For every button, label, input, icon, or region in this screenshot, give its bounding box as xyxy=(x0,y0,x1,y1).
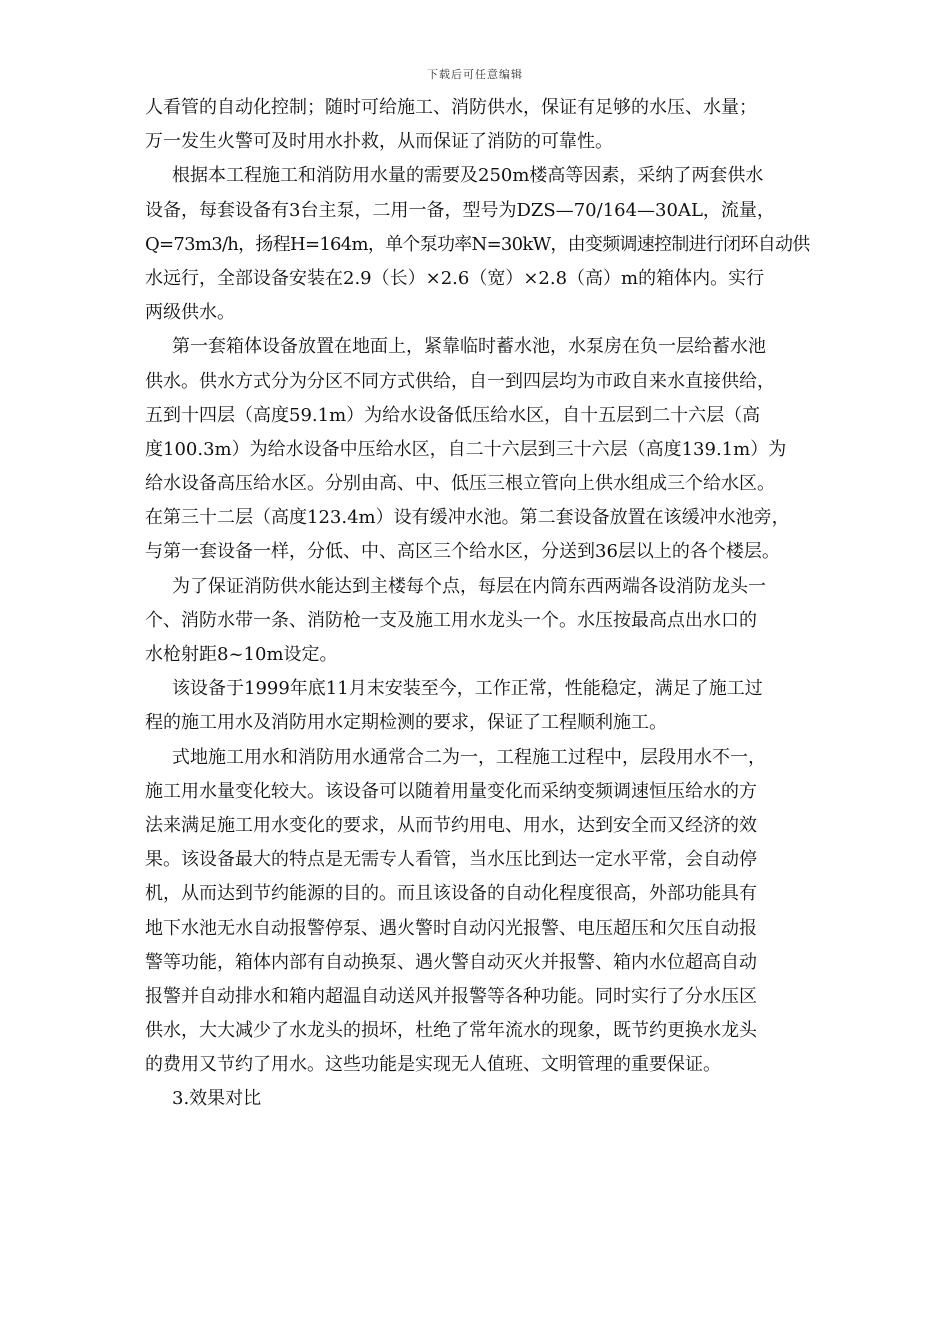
text-line: 3.效果对比 xyxy=(172,1088,262,1110)
text-line: 根据本工程施工和消防用水量的需要及250m楼高等因素，采纳了两套供水 xyxy=(172,165,764,187)
text-line: 的费用又节约了用水。这些功能是实现无人值班、文明管理的重要保证。 xyxy=(145,1054,721,1076)
text-line: 水远行，全部设备安装在2.9（长）×2.6（宽）×2.8（高）m的箱体内。实行 xyxy=(145,267,765,289)
text-line: 果。该设备最大的特点是无需专人看管，当水压比到达一定水平常，会自动停 xyxy=(145,849,757,871)
document-body xyxy=(145,91,810,1117)
text-line: 万一发生火警可及时用水扑救，从而保证了消防的可靠性。 xyxy=(145,131,613,153)
text-line: 与第一套设备一样，分低、中、高区三个给水区，分送到36层以上的各个楼层。 xyxy=(145,541,780,563)
text-line: 个、消防水带一条、消防枪一支及施工用水龙头一个。水压按最高点出水口的 xyxy=(145,609,757,631)
text-line: 第一套箱体设备放置在地面上，紧靠临时蓄水池，水泵房在负一层给蓄水池 xyxy=(172,336,766,358)
text-line: 人看管的自动化控制；随时可给施工、消防供水，保证有足够的水压、水量； xyxy=(145,97,757,118)
text-line: 供水，大大减少了水龙头的损坏，杜绝了常年流水的现象，既节约更换水龙头 xyxy=(145,1020,757,1042)
text-line: Q=73m3/h，扬程H=164m，单个泵功率N=30kW，由变频调速控制进行闭环自动供 xyxy=(145,233,810,255)
text-line: 程的施工用水及消防用水定期检测的要求，保证了工程顺利施工。 xyxy=(145,712,667,734)
text-line: 给水设备高压给水区。分别由高、中、低压三根立管向上供水组成三个给水区。 xyxy=(145,473,775,495)
text-line: 五到十四层（高度59.1m）为给水设备低压给水区，自十五层到二十六层（高 xyxy=(145,404,761,426)
text-line: 地下水池无水自动报警停泵、遇火警时自动闪光报警、电压超压和欠压自动报 xyxy=(145,917,757,939)
page-header: 下载后可任意编辑 xyxy=(427,68,523,81)
text-line: 该设备于1999年底11月末安装至今，工作正常，性能稳定，满足了施工过 xyxy=(172,678,763,700)
text-line: 为了保证消防供水能达到主楼每个点，每层在内筒东西两端各设消防龙头一 xyxy=(172,575,766,597)
text-line: 水枪射距8~10m设定。 xyxy=(145,644,338,665)
text-line: 供水。供水方式分为分区不同方式供给，自一到四层均为市政自来水直接供给， xyxy=(145,370,775,392)
text-line: 设备，每套设备有3台主泵，二用一备，型号为DZS—70/164—30AL，流量， xyxy=(145,199,775,221)
text-line: 施工用水量变化较大。该设备可以随着用量变化而采纳变频调速恒压给水的方 xyxy=(145,780,757,802)
text-line: 式地施工用水和消防用水通常合二为一，工程施工过程中，层段用水不一， xyxy=(172,746,766,768)
text-line: 报警并自动排水和箱内超温自动送风并报警等各种功能。同时实行了分水压区 xyxy=(145,985,757,1007)
text-line: 度100.3m）为给水设备中压给水区，自二十六层到三十六层（高度139.1m）为 xyxy=(145,438,787,460)
text-line: 机，从而达到节约能源的目的。而且该设备的自动化程度很高，外部功能具有 xyxy=(145,883,757,905)
text-line: 警等功能，箱体内部有自动换泵、遇火警自动灭火并报警、箱内水位超高自动 xyxy=(145,951,757,973)
text-line: 在第三十二层（高度123.4m）设有缓冲水池。第二套设备放置在该缓冲水池旁， xyxy=(145,507,790,529)
text-line: 法来满足施工用水变化的要求，从而节约用电、用水，达到安全而又经济的效 xyxy=(145,814,757,836)
text-line: 两级供水。 xyxy=(145,302,235,324)
